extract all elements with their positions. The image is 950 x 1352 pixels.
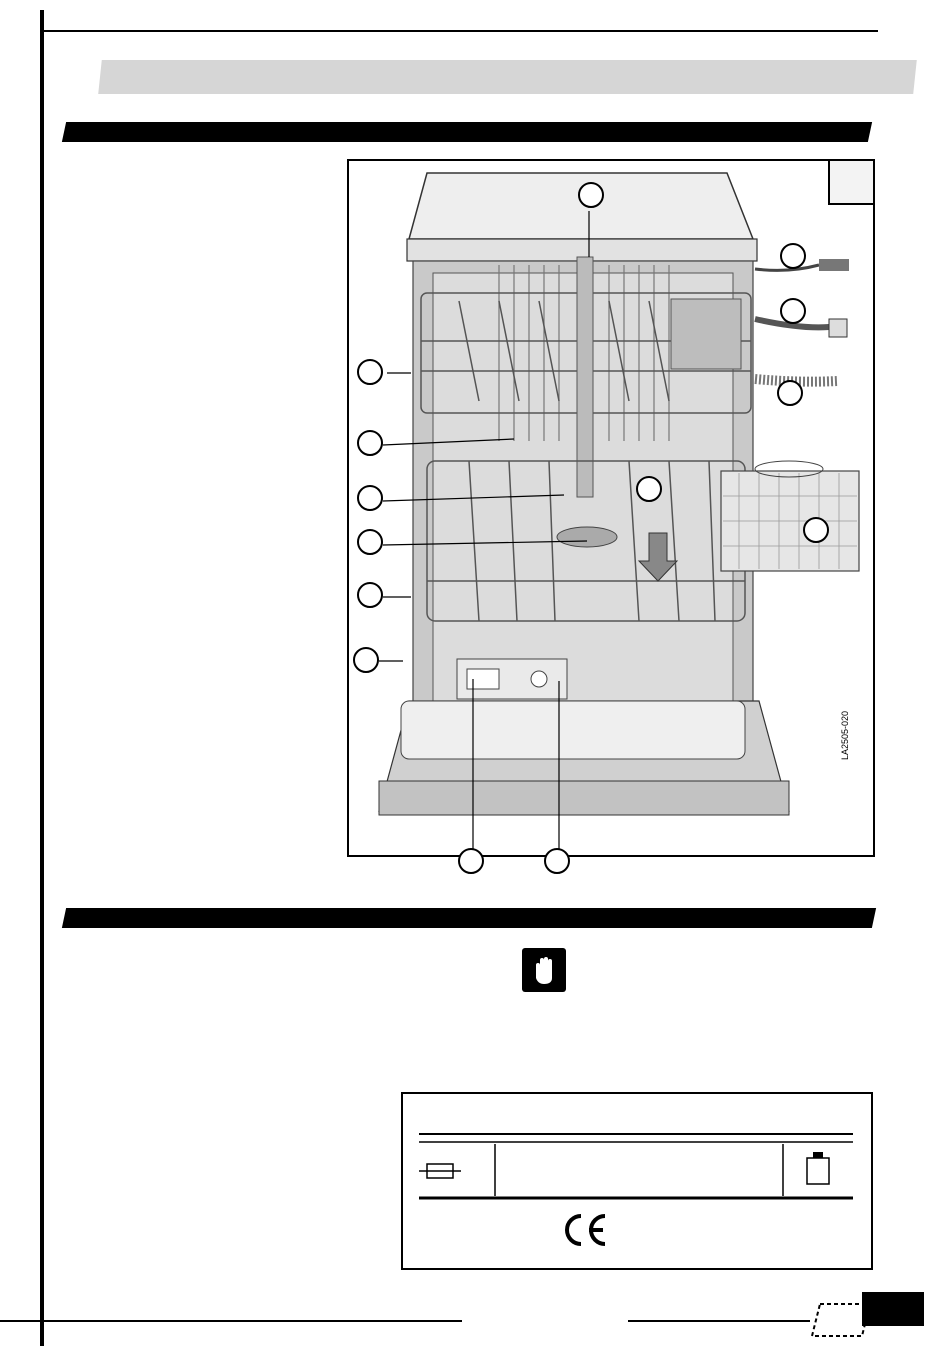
spray-arm (557, 527, 617, 547)
inlet-connector (829, 319, 847, 337)
cup-rack (671, 299, 741, 369)
rating-plate-graphic (403, 1094, 871, 1268)
callout-2 (780, 243, 806, 269)
callout-5 (357, 359, 383, 385)
callout-3 (780, 298, 806, 324)
door-panel (401, 701, 745, 759)
stop-hand-icon (522, 948, 566, 992)
callout-6 (357, 430, 383, 456)
plug (819, 259, 849, 271)
callout-1 (578, 182, 604, 208)
callout-7 (636, 476, 662, 502)
detergent-dispenser (467, 669, 499, 689)
rating-plate (401, 1092, 873, 1270)
door-edge (379, 781, 789, 815)
left-margin-rule (40, 10, 44, 1346)
callout-10 (357, 529, 383, 555)
callout-4 (777, 380, 803, 406)
battery-icon (807, 1152, 829, 1184)
section-bar-description (62, 122, 872, 142)
callout-11 (357, 582, 383, 608)
page-number-tab (862, 1292, 924, 1326)
footer-rule-right (628, 1320, 810, 1322)
rinse-aid-dispenser (531, 671, 547, 687)
figure-corner-box (828, 159, 875, 205)
fuse-icon (419, 1164, 461, 1178)
footer-rule-left (0, 1320, 462, 1322)
header-rule (44, 30, 878, 32)
figure-code: LA2505-020 (840, 710, 850, 760)
worktop (409, 173, 753, 239)
callout-13 (458, 848, 484, 874)
header-band (98, 60, 917, 94)
callout-14 (544, 848, 570, 874)
callout-12 (353, 647, 379, 673)
section-bar-warning (62, 908, 876, 928)
callout-9 (803, 517, 829, 543)
callout-8 (357, 485, 383, 511)
ce-mark (567, 1216, 605, 1244)
